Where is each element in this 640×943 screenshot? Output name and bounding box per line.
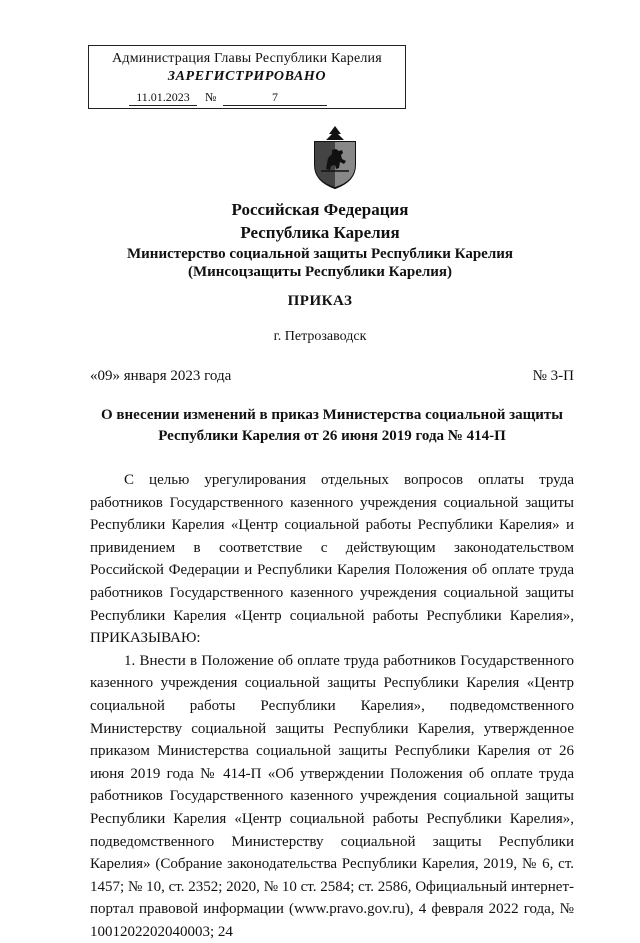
- stamp-number-label: №: [205, 90, 217, 104]
- registration-stamp: [88, 45, 406, 109]
- stamp-organization: Администрация Главы Республики Карелия: [112, 51, 382, 66]
- document-subject: О внесении изменений в приказ Министерства социальной защиты Республики Карелия от 26 июня 2019 года № 414-П: [100, 407, 564, 444]
- document-date: «09» января 2023 года: [90, 368, 232, 384]
- document-body: [90, 469, 574, 943]
- document-city: г. Петрозаводск: [273, 329, 367, 344]
- header-ministry: Министерство социальной защиты Республики Карелия: [127, 246, 513, 262]
- header-republic: Республика Карелия: [240, 223, 400, 242]
- header-ministry-short: (Минсоцзащиты Республики Карелия): [187, 264, 453, 280]
- document-number: № 3-П: [532, 368, 574, 384]
- document-type: ПРИКАЗ: [287, 293, 353, 309]
- body-paragraph-2: 1. Внести в Положение об оплате труда работников Государственного казенного учреждения социальной защиты Республики Карелия «Центр социальной работы Республики Карелия», подведомственного Министерству социальной защиты Республики Карелия, утвержденное приказом Министерства социальной защиты Республики Карелия от 26 июня 2019 года № 414-П «Об утверждении Положения об оплате труда работников Государственного казенного учреждения социальной защиты Республики Карелия «Центр социальной работы Республики Карелия», подведомственного Министерству социальной защиты Республики Карелия» (Собрание законодательства Республики Карелия, 2019, № 6, ст. 1457; № 10, ст. 2352; 2020, № 10 ст. 2584; ст. 2586, Официальный интернет-портал правовой информации (www.pravo.gov.ru), 4 февраля 2022 года, № 1001202202040003; 24: [90, 652, 574, 940]
- header-country: Российская Федерация: [231, 200, 409, 219]
- stamp-status: ЗАРЕГИСТРИРОВАНО: [167, 69, 327, 84]
- stamp-date: 11.01.2023: [129, 90, 197, 106]
- body-paragraph-1: С целью урегулирования отдельных вопросов оплаты труда работников Государственного казенного учреждения социальной защиты Республики Карелия «Центр социальной работы Республики Карелия» и привидением в соответствие с действующим законодательством Российской Федерации и Республики Карелия Положения об оплате труда работников Государственного казенного учреждения социальной защиты Республики Карелия «Центр социальной работы Республики Карелия», ПРИКАЗЫВАЮ:: [90, 472, 574, 647]
- coat-of-arms-icon: [311, 125, 359, 189]
- stamp-number: 7: [223, 90, 327, 106]
